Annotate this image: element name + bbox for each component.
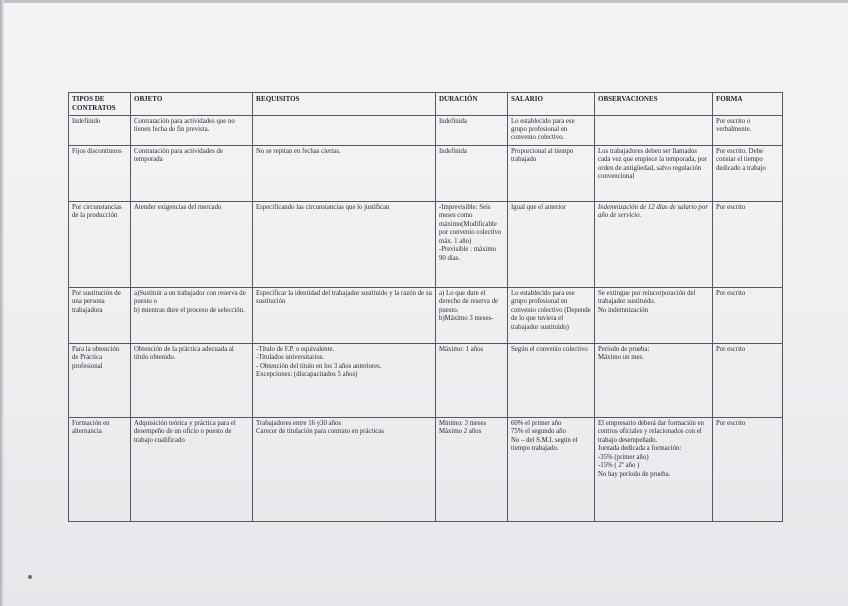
cell-tipo: Para la obtención de Práctica profesional [69,343,131,417]
table-row [69,417,783,521]
cell-observaciones: Período de prueba: Máximo un mes. [595,343,713,417]
cell-salario: Lo establecido para ese grupo profesional en convenio colectivo (Depende de lo que tuviera el trabajador sustituido) [508,287,595,343]
cell-observaciones [595,115,713,145]
cell-objeto: Atender exigencias del mercado [131,201,253,287]
cell-forma: Por escrito. Debe constar el tiempo dedicado a trabajo [713,145,783,201]
cell-forma: Por escrito [713,417,783,521]
cell-observaciones: Se extingue por reincorporación del trabajador sustituido. No indemnización [595,287,713,343]
header-duracion: DURACIÓN [436,93,508,116]
cell-objeto: Contratación para actividades de temporada [131,145,253,201]
cell-forma: Por escrito o verbalmente. [713,115,783,145]
cell-tipo: Por sustitución de una persona trabajadora [69,287,131,343]
cell-forma: Por escrito [713,287,783,343]
cell-duracion: -Imprevisible: Seis meses como máximo(Modificable por convenio colectivo máx. 1 año) -Previsible : máximo 90 días. [436,201,508,287]
cell-objeto: a)Sustituir a un trabajador con reserva de puesto o b) mientras dure el proceso de selección. [131,287,253,343]
cell-requisitos: Trabajadores entre 16 y30 años Carecer de titulación para contrato en prácticas [253,417,436,521]
cell-duracion: Indefinida [436,145,508,201]
paper-top-edge [0,0,848,3]
cell-observaciones: Los trabajadores deben ser llamados cada vez que empiece la temporada, por orden de antigüedad, salvo regulación convencional [595,145,713,201]
cell-forma: Por escrito [713,201,783,287]
header-requisitos: REQUISITOS [253,93,436,116]
table-row [69,115,783,145]
cell-tipo: Formación en alternancia [69,417,131,521]
header-observaciones: OBSERVACIONES [595,93,713,116]
cell-salario: Lo establecido para ese grupo profesional en convenio colectivo. [508,115,595,145]
cell-objeto: Obtención de la práctica adecuada al título obtenido. [131,343,253,417]
cell-requisitos: -Título de F.P. o equivalente. -Titulados universitarios. - Obtención del título en los 3 años anteriores. Excepciones: (discapacitados 5 años) [253,343,436,417]
cell-tipo: Por circunstancias de la producción [69,201,131,287]
cell-observaciones: Indemnización de 12 días de salario por año de servicio. [595,201,713,287]
cell-duracion: Indefinida [436,115,508,145]
header-tipos: TIPOS DE CONTRATOS [69,93,131,116]
table-row [69,145,783,201]
header-forma: FORMA [713,93,783,116]
cell-requisitos: Especificar la identidad del trabajador sustituido y la razón de su sustitución [253,287,436,343]
cell-duracion: a) Lo que dure el derecho de reserva de puesto. b)Máximo 3 meses- [436,287,508,343]
header-salario: SALARIO [508,93,595,116]
cell-salario: Según el convenio colectivo [508,343,595,417]
contract-types-table [68,92,783,522]
cell-duracion: Máximo: 1 años [436,343,508,417]
cell-tipo: Fijos discontinuos [69,145,131,201]
paper-mark [28,575,32,579]
cell-requisitos: No se repitan en fechas ciertas. [253,145,436,201]
table-row [69,201,783,287]
header-row [69,93,783,116]
cell-salario: 60% el primer año 75% el segundo año No – del S.M.I. según el tiempo trabajado. [508,417,595,521]
table-row [69,343,783,417]
paper-left-edge [0,0,4,606]
cell-salario: Proporcional al tiempo trabajado [508,145,595,201]
cell-requisitos [253,115,436,145]
cell-tipo: Indefinido [69,115,131,145]
cell-requisitos: Especificando las circunstancias que lo justifican [253,201,436,287]
cell-forma: Por escrito [713,343,783,417]
cell-objeto: Contratación para actividades que no tienen fecha de fin prevista. [131,115,253,145]
cell-duracion: Mínimo: 3 meses Máximo 2 años [436,417,508,521]
cell-salario: Igual que el anterior [508,201,595,287]
cell-observaciones: El empresario deberá dar formación en centros oficiales y relacionados con el trabajo desempeñado. Jornada dedicada a formación: -35% (primer año) -15% ( 2º año ) No hay período de prueba. [595,417,713,521]
cell-objeto: Adquisición teórica y práctica para el desempeño de un oficio o puesto de trabajo cualificado [131,417,253,521]
table-row [69,287,783,343]
header-objeto: OBJETO [131,93,253,116]
